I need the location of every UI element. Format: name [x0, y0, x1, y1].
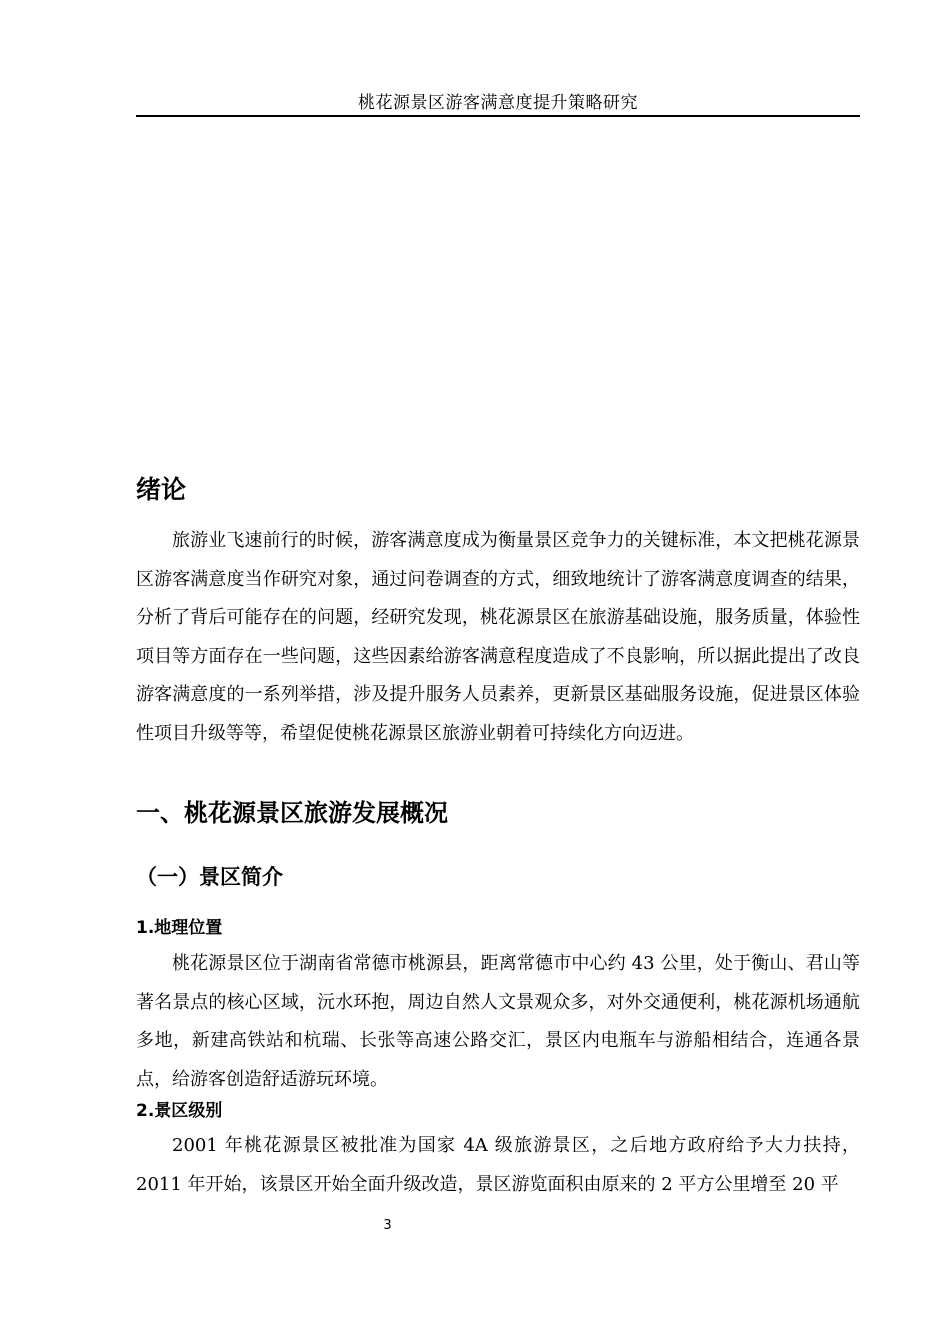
- level-paragraph: 2001 年桃花源景区被批准为国家 4A 级旅游景区，之后地方政府给予大力扶持，2011 年开始，该景区开始全面升级改造，景区游览面积由原来的 2 平方公里增至 20 平: [136, 1135, 860, 1195]
- intro-heading: 绪论: [136, 475, 187, 504]
- subsection-heading-level: 2.景区级别: [136, 1101, 223, 1121]
- page-number: 3: [383, 1218, 392, 1233]
- subsection-heading-location: 1.地理位置: [136, 918, 223, 938]
- section-heading: （一）景区简介: [136, 865, 283, 889]
- header-rule: [136, 115, 860, 117]
- chapter-heading: 一、桃花源景区旅游发展概况: [136, 799, 448, 827]
- location-paragraph: 桃花源景区位于湖南省常德市桃源县，距离常德市中心约 43 公里，处于衡山、君山等著名景点的核心区域，沅水环抱，周边自然人文景观众多，对外交通便利，桃花源机场通航多地，新建高铁站和杭瑞、长张等高速公路交汇，景区内电瓶车与游船相结合，连通各景点，给游客创造舒适游玩环境。: [136, 953, 860, 1090]
- running-header: 桃花源景区游客满意度提升策略研究: [358, 93, 638, 113]
- intro-paragraph: 旅游业飞速前行的时候，游客满意度成为衡量景区竞争力的关键标准，本文把桃花源景区游客满意度当作研究对象，通过问卷调查的方式，细致地统计了游客满意度调查的结果，分析了背后可能存在的问题，经研究发现，桃花源景区在旅游基础设施，服务质量，体验性项目等方面存在一些问题，这些因素给游客满意程度造成了不良影响，所以据此提出了改良游客满意度的一系列举措，涉及提升服务人员素养，更新景区基础服务设施，促进景区体验性项目升级等等，希望促使桃花源景区旅游业朝着可持续化方向迈进。: [136, 530, 860, 744]
